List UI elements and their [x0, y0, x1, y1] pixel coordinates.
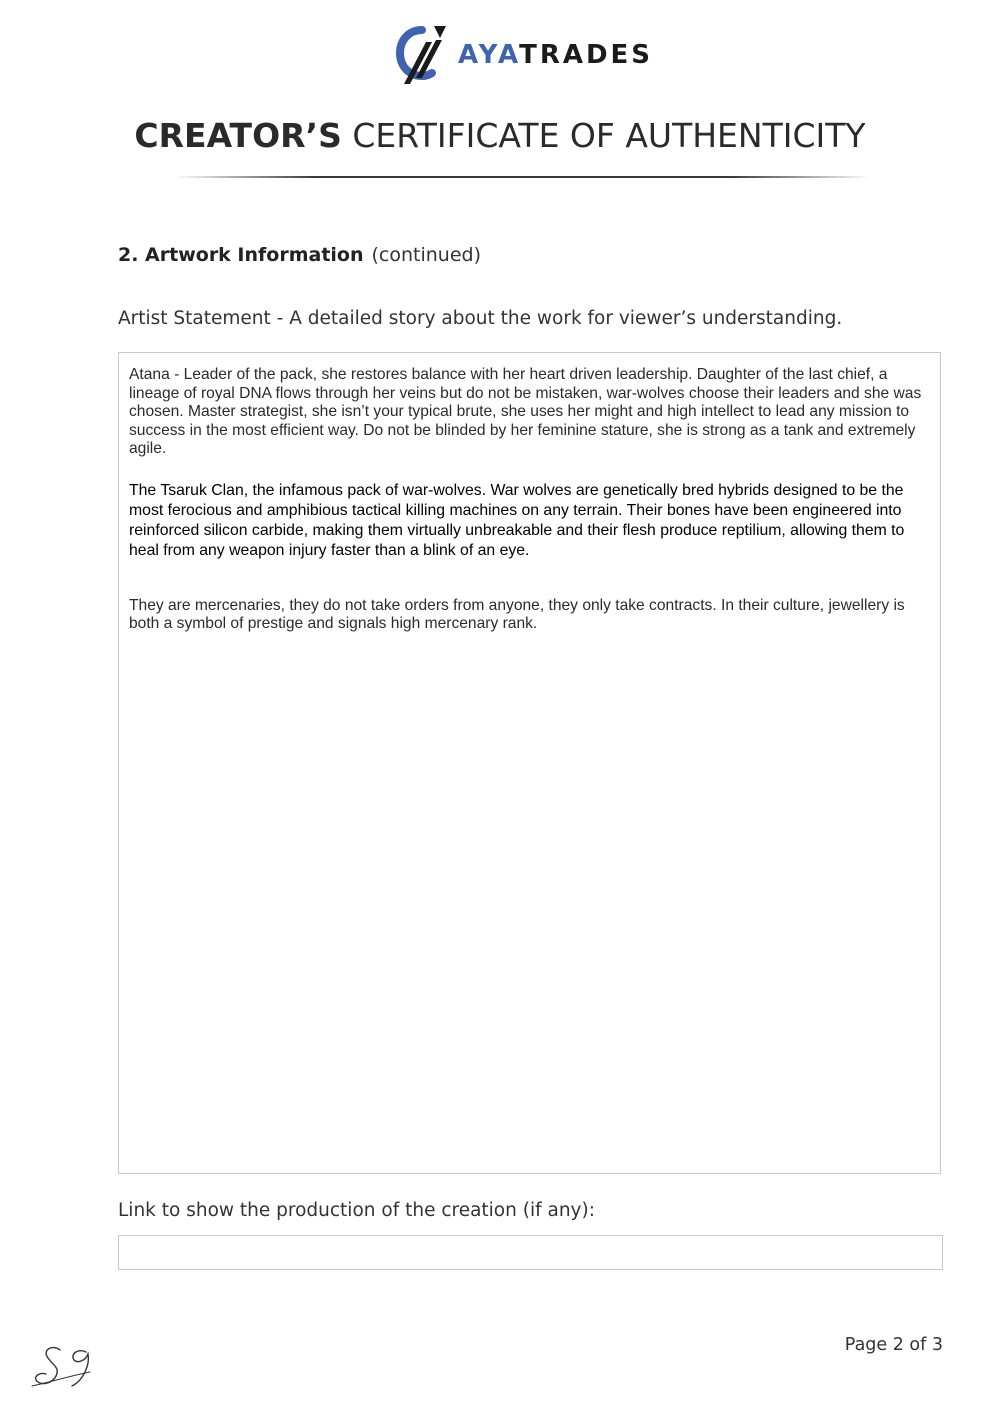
section-heading-title: 2. Artwork Information: [118, 244, 364, 266]
statement-paragraph-1: Atana - Leader of the pack, she restores balance with her heart driven leadership. Daughter of the last chief, a lineage of royal DNA flows through her veins but do not be mistaken, war-wolves choose their leaders and she was chosen. Master strategist, she isn’t your typical brute, she uses her might and high intellect to lead any mission to success in the most efficient way. Do not be blinded by her feminine stature, she is strong as a tank and extremely agile.: [129, 366, 922, 457]
certificate-title-bold: CREATOR’S: [134, 116, 342, 155]
statement-paragraph-3: They are mercenaries, they do not take orders from anyone, they only take contracts. In their culture, jewellery is both a symbol of prestige and signals high mercenary rank.: [129, 596, 905, 632]
section-heading: [118, 244, 481, 266]
brand-logo: [396, 22, 666, 88]
brand-name-prefix: AYA: [458, 40, 520, 70]
ayatrades-logo-icon: [396, 22, 448, 88]
statement-paragraph-2: The Tsaruk Clan, the infamous pack of war-wolves. War wolves are genetically bred hybrids designed to be the most ferocious and amphibious tactical killing machines on any terrain. Their bones have been engineered into reinforced silicon carbide, making them virtually unbreakable and their flesh produce reptilium, allowing them to heal from any weapon injury faster than a blink of an eye.: [129, 481, 905, 559]
section-heading-continued: (continued): [371, 244, 482, 266]
production-link-field[interactable]: [118, 1235, 943, 1270]
production-link-label: Link to show the production of the creation (if any):: [118, 1200, 595, 1221]
handwritten-signature: [30, 1342, 100, 1390]
brand-name: [458, 40, 653, 70]
brand-name-suffix: TRADES: [519, 40, 654, 70]
certificate-title: [0, 116, 1000, 155]
page-number: Page 2 of 3: [844, 1335, 943, 1355]
certificate-title-rest: CERTIFICATE OF AUTHENTICITY: [341, 116, 866, 155]
artist-statement-label: Artist Statement - A detailed story about the work for viewer’s understanding.: [118, 308, 843, 329]
title-divider: [175, 176, 870, 178]
artist-statement-field[interactable]: [118, 352, 941, 1174]
